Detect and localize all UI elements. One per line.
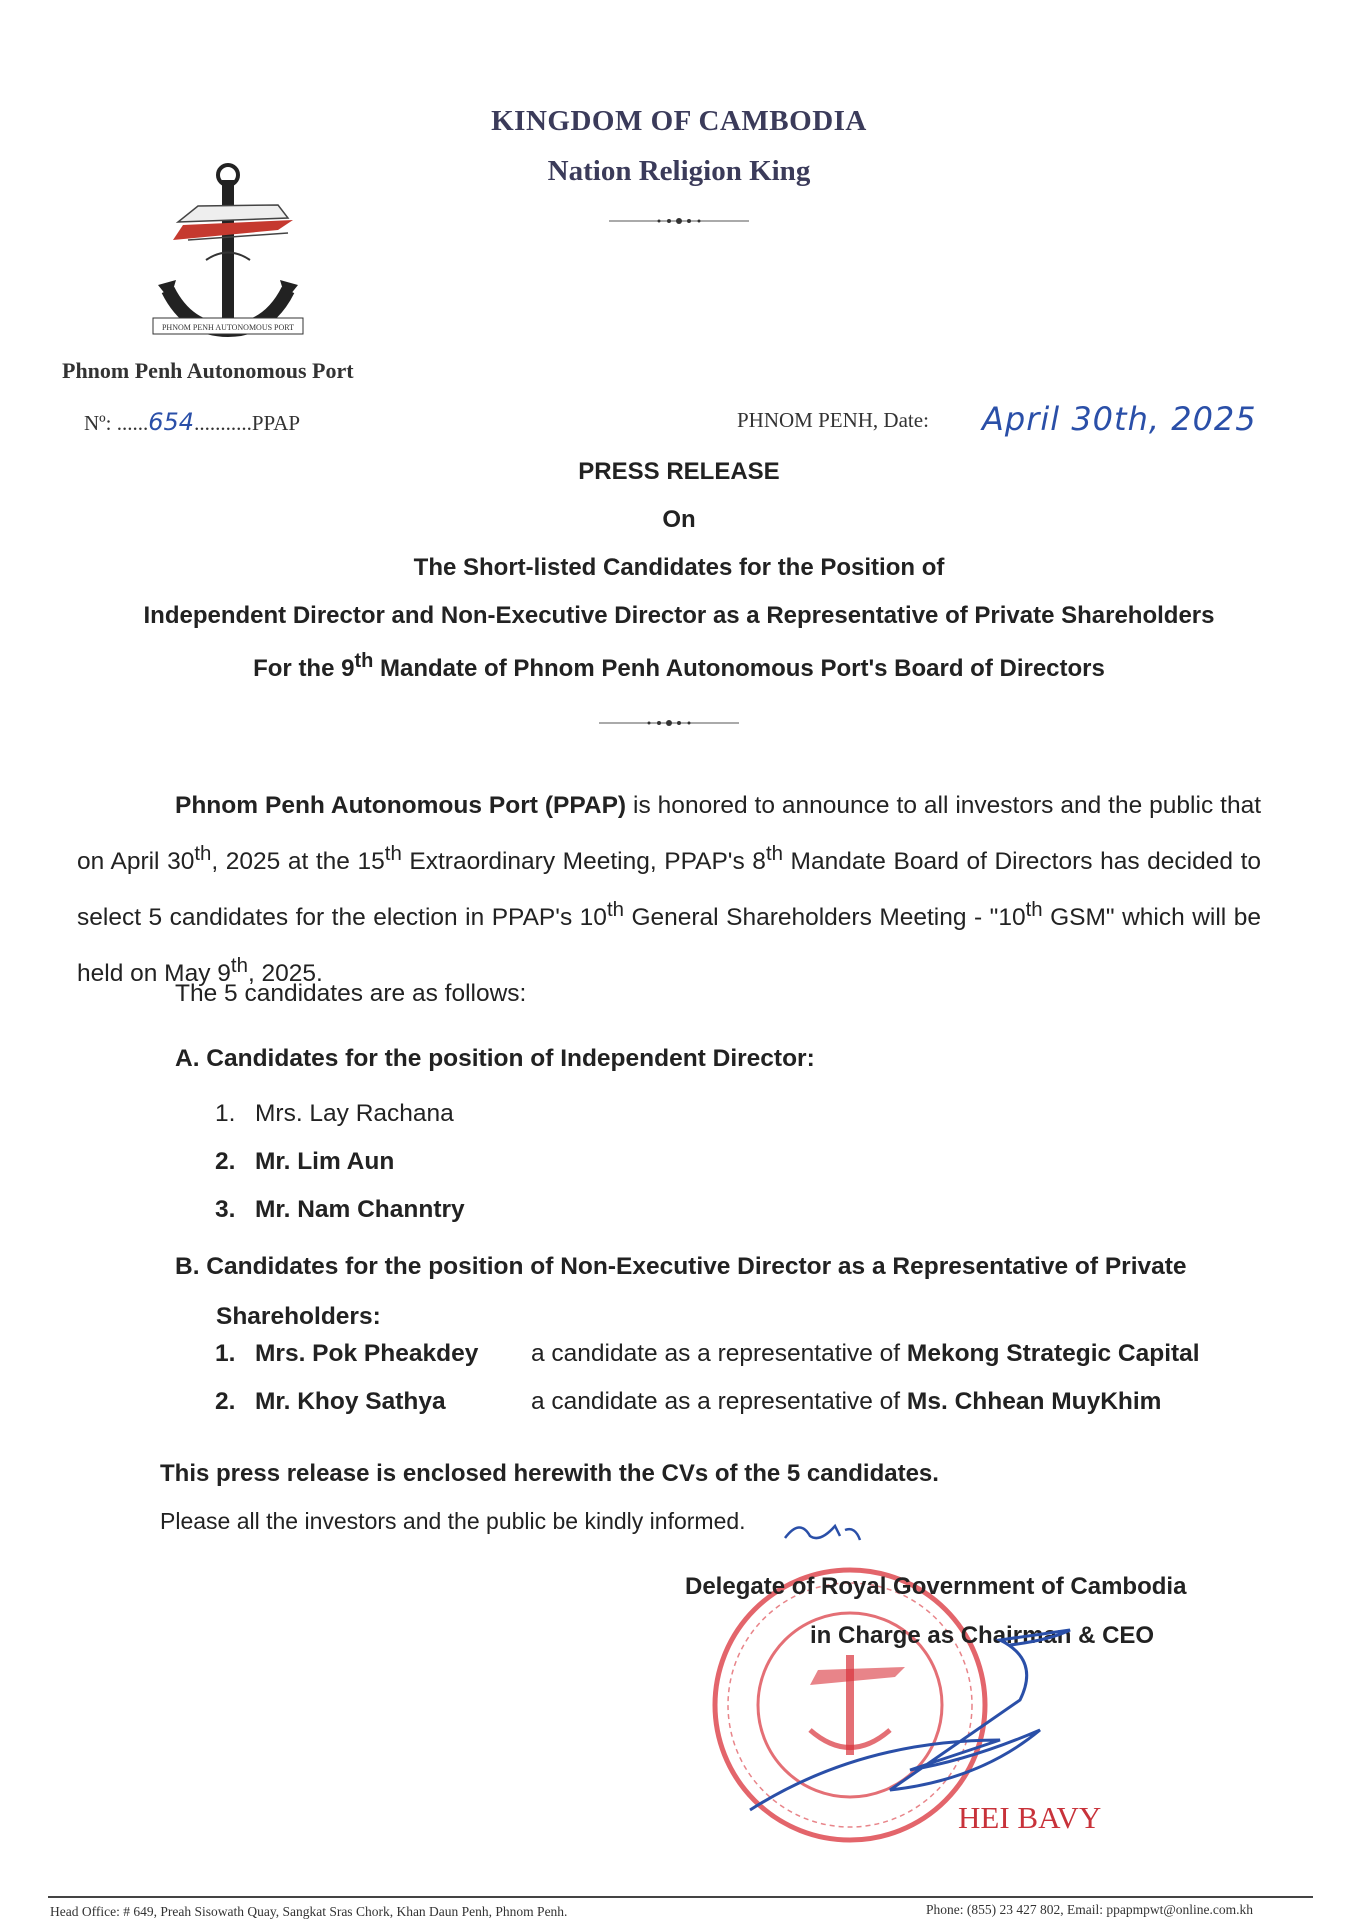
list-item: 1. Mrs. Lay Rachana xyxy=(215,1100,454,1127)
list-item: 2. Mr. Lim Aun xyxy=(215,1148,395,1175)
title-positions: Independent Director and Non-Executive Director as a Representative of Private Shareholders xyxy=(143,602,1215,629)
signatory-title-line2: in Charge as Chairman & CEO xyxy=(810,1622,1155,1649)
reference-number: Nº: ......654...........PPAP xyxy=(84,408,301,436)
announcement-paragraph: Phnom Penh Autonomous Port (PPAP) is honored to announce to all investors and the public that on April 30th, 2025 at the 15th Extraordinary Meeting, PPAP's 8th Mandate Board of Directors has decided to select 5 candidates for the election in PPAP's 10th General Shareholders Meeting - "10th GSM" which will be held on May 9th, 2025. xyxy=(77,792,1262,988)
reference-number-value: 654 xyxy=(148,408,195,436)
title-mandate: For the 9th Mandate of Phnom Penh Autonomous Port's Board of Directors xyxy=(253,650,1105,682)
date-value: April 30th, 2025 xyxy=(982,400,1257,438)
ppap-anchor-logo-icon xyxy=(128,140,328,350)
section-b-heading: B. Candidates for the position of Non-Executive Director as a Representative of Private Shareholders: xyxy=(175,1253,1187,1330)
kingdom-heading: KINGDOM OF CAMBODIA xyxy=(491,105,867,137)
footer-address: Head Office: # 649, Preah Sisowath Quay, Sangkat Sras Chork, Khan Daun Penh, Phnom Penh. xyxy=(50,1904,568,1919)
list-item: 3. Mr. Nam Channtry xyxy=(215,1196,465,1223)
motto-heading: Nation Religion King xyxy=(547,155,811,187)
signatory-title-line1: Delegate of Royal Government of Cambodia xyxy=(685,1573,1187,1600)
candidates-intro: The 5 candidates are as follows: xyxy=(175,980,527,1007)
informed-note: Please all the investors and the public be kindly informed. xyxy=(160,1508,746,1534)
section-a-heading: A. Candidates for the position of Independent Director: xyxy=(175,1045,815,1072)
footer-divider xyxy=(48,1896,1313,1898)
enclosure-note: This press release is enclosed herewith the CVs of the 5 candidates. xyxy=(160,1460,939,1487)
logo-caption: PHNOM PENH AUTONOMOUS PORT xyxy=(161,323,295,332)
handwritten-signature-icon xyxy=(740,1620,1080,1820)
title-on: On xyxy=(662,506,696,533)
title-subject: The Short-listed Candidates for the Position of xyxy=(413,554,945,581)
signatory-name: HEI BAVY xyxy=(958,1800,1102,1835)
list-item: 1. Mrs. Pok Pheakdey a candidate as a representative of Mekong Strategic Capital xyxy=(215,1340,1200,1367)
ornament-divider-icon xyxy=(609,214,749,228)
date-label: PHNOM PENH, Date: xyxy=(737,408,929,432)
initials-signature-icon xyxy=(780,1508,870,1548)
footer-contact: Phone: (855) 23 427 802, Email: ppapmpwt@online.com.kh xyxy=(926,1902,1254,1917)
title-press-release: PRESS RELEASE xyxy=(578,458,780,485)
port-name: Phnom Penh Autonomous Port xyxy=(62,358,354,383)
list-item: 2. Mr. Khoy Sathya a candidate as a representative of Ms. Chhean MuyKhim xyxy=(215,1388,1162,1415)
ornament-divider-icon xyxy=(599,716,739,730)
